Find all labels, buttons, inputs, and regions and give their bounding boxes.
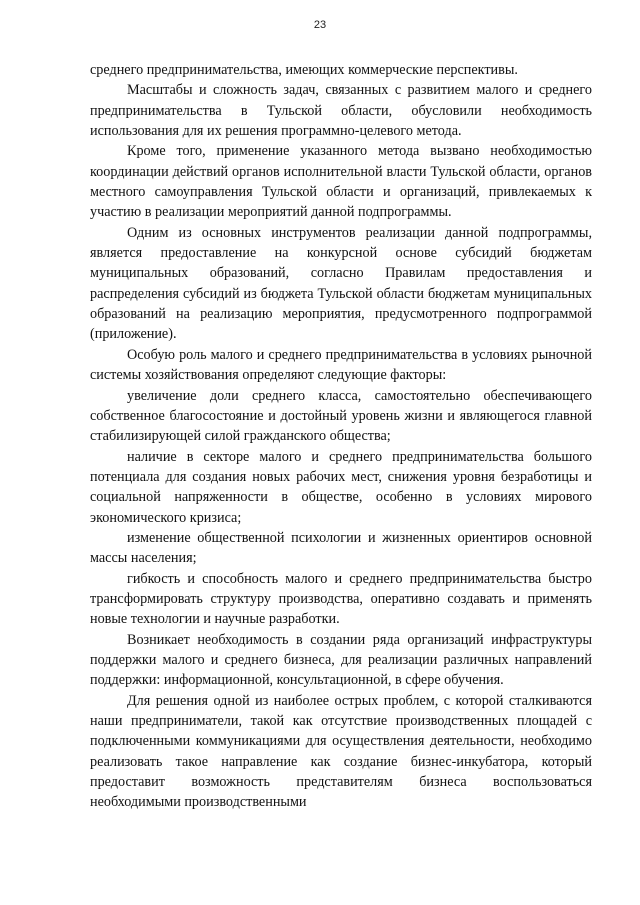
paragraph: Особую роль малого и среднего предпринимательства в условиях рыночной системы хозяйствования определяют следующие факторы: bbox=[90, 346, 592, 384]
list-paragraph: изменение общественной психологии и жизненных ориентиров основной массы населения; bbox=[90, 529, 592, 567]
list-paragraph: гибкость и способность малого и среднего предпринимательства быстро трансформировать структуру производства, оперативно создавать и применять новые технологии и научные разработки. bbox=[90, 570, 592, 628]
paragraph-continuation: среднего предпринимательства, имеющих коммерческие перспективы. bbox=[90, 62, 518, 78]
list-paragraph: увеличение доли среднего класса, самостоятельно обеспечивающего собственное благосостояние и достойный уровень жизни и являющегося главной стабилизирующей силой гражданского общества; bbox=[90, 387, 592, 445]
body-text bbox=[90, 60, 592, 813]
page-number: 23 bbox=[313, 19, 327, 31]
paragraph: Одним из основных инструментов реализации данной подпрограммы, является предоставление на конкурсной основе субсидий бюджетам муниципальных образований, согласно Правилам предоставления и распределения субсидий из бюджета Тульской области бюджетам муниципальных образований на реализацию мероприятия, предусмотренного подпрограммой (приложение). bbox=[90, 224, 592, 343]
list-paragraph: наличие в секторе малого и среднего предпринимательства большого потенциала для создания новых рабочих мест, снижения уровня безработицы и социальной напряженности в обществе, особенно в условиях мирового экономического кризиса; bbox=[90, 448, 592, 526]
paragraph: Кроме того, применение указанного метода вызвано необходимостью координации действий органов исполнительной власти Тульской области, органов местного самоуправления Тульской области и организаций, привлекаемых к участию в реализации мероприятий данной подпрограммы. bbox=[90, 143, 592, 221]
paragraph: Возникает необходимость в создании ряда организаций инфраструктуры поддержки малого и среднего бизнеса, для реализации различных направлений поддержки: информационной, консультационной, в сфере обучения. bbox=[90, 631, 592, 689]
paragraph: Для решения одной из наиболее острых проблем, с которой сталкиваются наши предприниматели, такой как отсутствие производственных площадей с подключенными коммуникациями для осуществления деятельности, необходимо реализовать такое направление как создание бизнес-инкубатора, который предоставит возможность представителям бизнеса воспользоваться необходимыми производственными bbox=[90, 692, 592, 811]
paragraph: Масштабы и сложность задач, связанных с развитием малого и среднего предпринимательства в Тульской области, обусловили необходимость использования для их решения программно-целевого метода. bbox=[90, 82, 592, 140]
